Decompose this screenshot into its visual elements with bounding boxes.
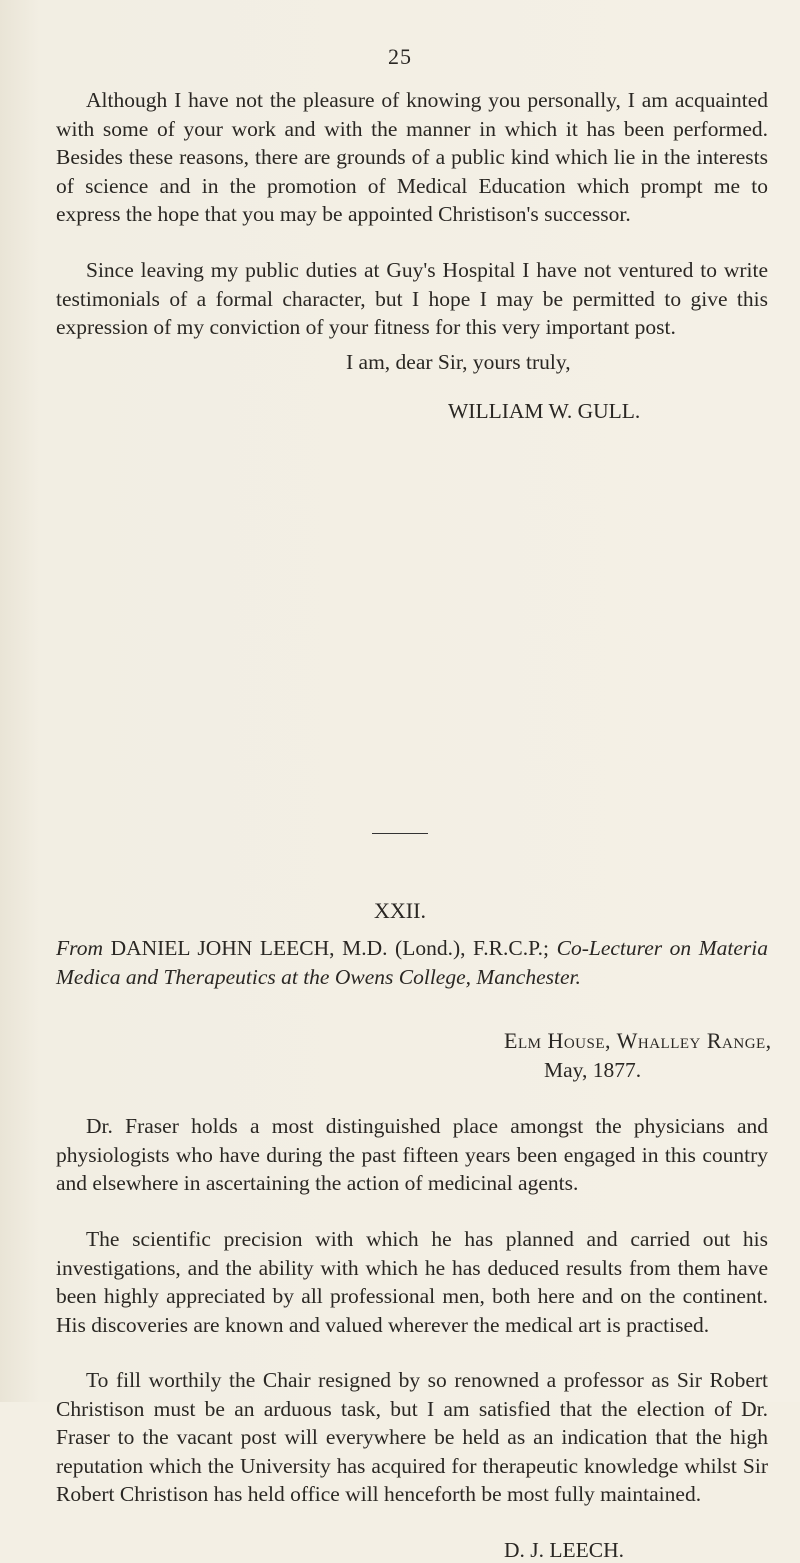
- section-divider: [372, 833, 428, 834]
- letter2-paragraph-2: [56, 1225, 768, 1339]
- letter1-signature: WILLIAM W. GULL.: [448, 399, 641, 423]
- page-number: 25: [388, 44, 412, 69]
- from-prefix: From: [56, 936, 103, 960]
- letter1-paragraph-1: [56, 86, 768, 229]
- author-title: Co-Lecturer on Materia Medica and Therapeutics at the Owens College, Manchester.: [56, 936, 769, 989]
- paragraph-text: To fill worthily the Chair resigned by so renowned a professor as Sir Robert Christison must be an arduous task, but I am satisfied that the election of Dr. Fraser to the vacant post will everywhere be held as an indication that the high reputation which the University has acquired for therapeutic knowledge whilst Sir Robert Christison has held office will henceforth be most fully maintained.: [56, 1368, 768, 1506]
- letter2-date: May, 1877.: [544, 1058, 642, 1082]
- section-number: XXII.: [374, 898, 426, 923]
- letter1-closing: I am, dear Sir, yours truly,: [346, 350, 571, 374]
- author-name: DANIEL JOHN LEECH, M.D. (Lond.), F.R.C.P.;: [110, 936, 550, 960]
- paragraph-text: Although I have not the pleasure of knowing you personally, I am acquainted with some of your work and with the manner in which it has been performed. Besides these reasons, there are grounds of a public kind which lie in the interests of science and in the promotion of Medical Education which prompt me to express the hope that you may be appointed Christison's successor.: [56, 88, 768, 226]
- paragraph-text: Since leaving my public duties at Guy's Hospital I have not ventured to write testimonials of a formal character, but I hope I may be permitted to give this expression of my conviction of your fitness for this very important post.: [56, 258, 768, 339]
- paragraph-text: The scientific precision with which he has planned and carried out his investigations, and the ability with which he has deduced results from them have been highly appreciated by all professional men, both here and on the continent. His discoveries are known and valued wherever the medical art is practised.: [56, 1227, 768, 1337]
- letter1-paragraph-2: [56, 256, 768, 342]
- letter2-address: Elm House, Whalley Range,: [504, 1028, 772, 1053]
- letter2-paragraph-3: [56, 1366, 768, 1509]
- paragraph-text: Dr. Fraser holds a most distinguished place amongst the physicians and physiologists who have during the past fifteen years been engaged in this country and elsewhere in ascertaining the action of medicinal agents.: [56, 1114, 768, 1195]
- letter2-signature: D. J. LEECH.: [504, 1538, 625, 1562]
- letter2-paragraph-1: [56, 1112, 768, 1198]
- letter2-heading: [56, 934, 768, 991]
